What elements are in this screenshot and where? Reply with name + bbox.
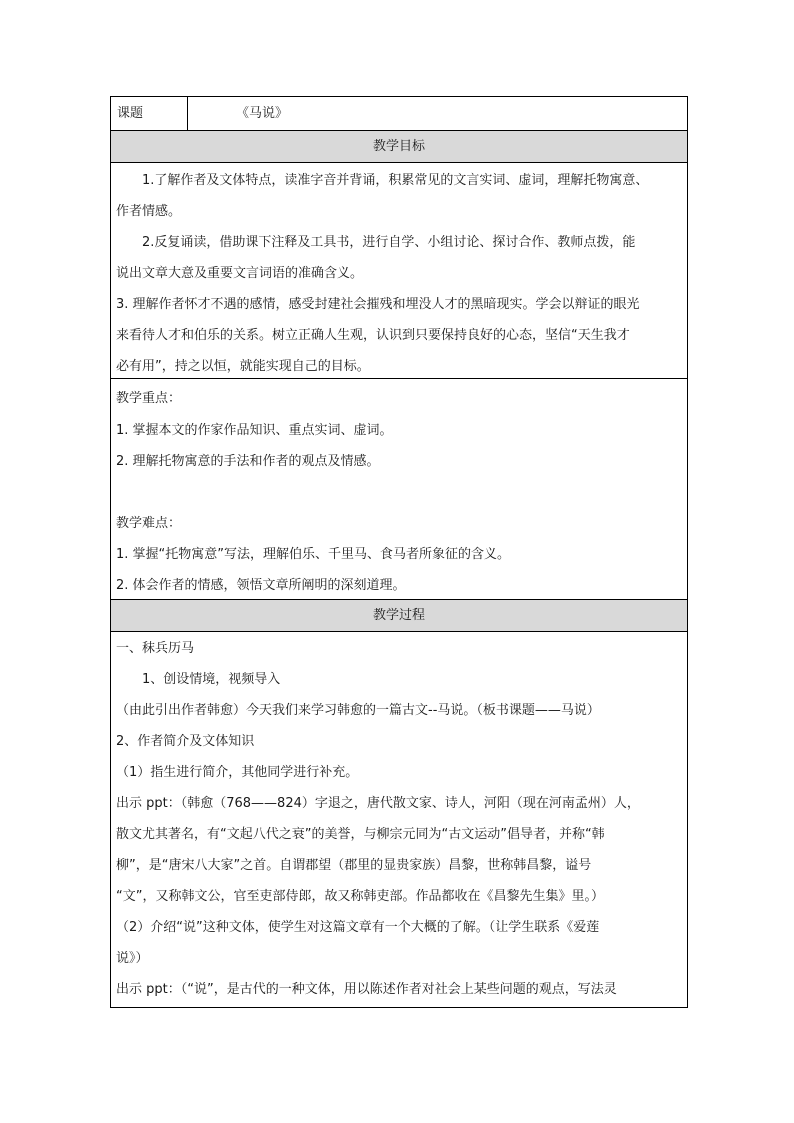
- goal-line: 来看待人才和伯乐的关系。树立正确人生观，认识到只要保持良好的心态，坚信“天生我才: [116, 328, 630, 343]
- difficult-point-item: 2. 体会作者的情感，领悟文章所阐明的深刻道理。: [116, 578, 406, 593]
- topic-label: 课题: [111, 97, 188, 130]
- key-point-item: 1. 掌握本文的作家作品知识、重点实词、虚词。: [116, 423, 393, 438]
- process-line: 柳”，是“唐宋八大家”之首。自谓郡望（郡里的显贵家族）昌黎，世称韩昌黎，谥号: [116, 858, 592, 873]
- process-line: 2、作者简介及文体知识: [116, 734, 255, 749]
- lesson-plan-table: [110, 96, 688, 1008]
- process-line: 出示 ppt：（“说”，是古代的一种文体，用以陈述作者对社会上某些问题的观点，写法灵: [116, 982, 617, 997]
- process-line: 散文尤其著名，有“文起八代之衰”的美誉，与柳宗元同为“古文运动”倡导者，并称“韩: [116, 827, 605, 842]
- process-line: （2）介绍“说”这种文体，使学生对这篇文章有一个大概的了解。（让学生联系《爱莲: [116, 920, 600, 935]
- goal-line: 说出文章大意及重要文言词语的准确含义。: [116, 266, 364, 281]
- difficult-point-item: 1. 掌握“托物寓意”写法，理解伯乐、千里马、食马者所象征的含义。: [116, 547, 511, 562]
- process-line: 1、创设情境，视频导入: [142, 672, 281, 687]
- difficult-points-heading: 教学难点：: [116, 516, 182, 531]
- goal-line: 2.反复诵读，借助课下注释及工具书，进行自学、小组讨论、探讨合作、教师点拨，能: [142, 235, 636, 250]
- goal-line: 作者情感。: [116, 204, 182, 219]
- goal-line: 必有用”，持之以恒，就能实现自己的目标。: [116, 359, 370, 374]
- topic-title: 《马说》: [236, 106, 289, 121]
- goals-section: [111, 163, 687, 379]
- process-heading: 教学过程: [111, 600, 687, 632]
- goals-heading: 教学目标: [111, 131, 687, 163]
- process-line: 一、秣兵历马: [116, 641, 195, 656]
- process-line: “文”，又称韩文公，官至吏部侍郎，故又称韩吏部。作品都收在《昌黎先生集》里。）: [116, 889, 604, 904]
- process-section: [111, 632, 687, 1009]
- process-line: 出示 ppt：（韩愈（768——824）字退之，唐代散文家、诗人，河阳（现在河南孟州）人，: [116, 796, 640, 811]
- process-line: （1）指生进行简介，其他同学进行补充。: [116, 765, 359, 780]
- key-points-heading: 教学重点：: [116, 391, 182, 406]
- process-line: 说》）: [116, 951, 149, 966]
- process-line: （由此引出作者韩愈）今天我们来学习韩愈的一篇古文--马说。（板书课题——马说）: [116, 703, 600, 718]
- key-point-item: 2. 理解托物寓意的手法和作者的观点及情感。: [116, 454, 380, 469]
- key-points-section: [111, 379, 687, 600]
- title-row: [111, 97, 687, 131]
- goal-line: 3. 理解作者怀才不遇的感情，感受封建社会摧残和埋没人才的黑暗现实。学会以辩证的眼光: [116, 297, 640, 312]
- goal-line: 1.了解作者及文体特点，读准字音并背诵，积累常见的文言实词、虚词，理解托物寓意、: [142, 173, 649, 188]
